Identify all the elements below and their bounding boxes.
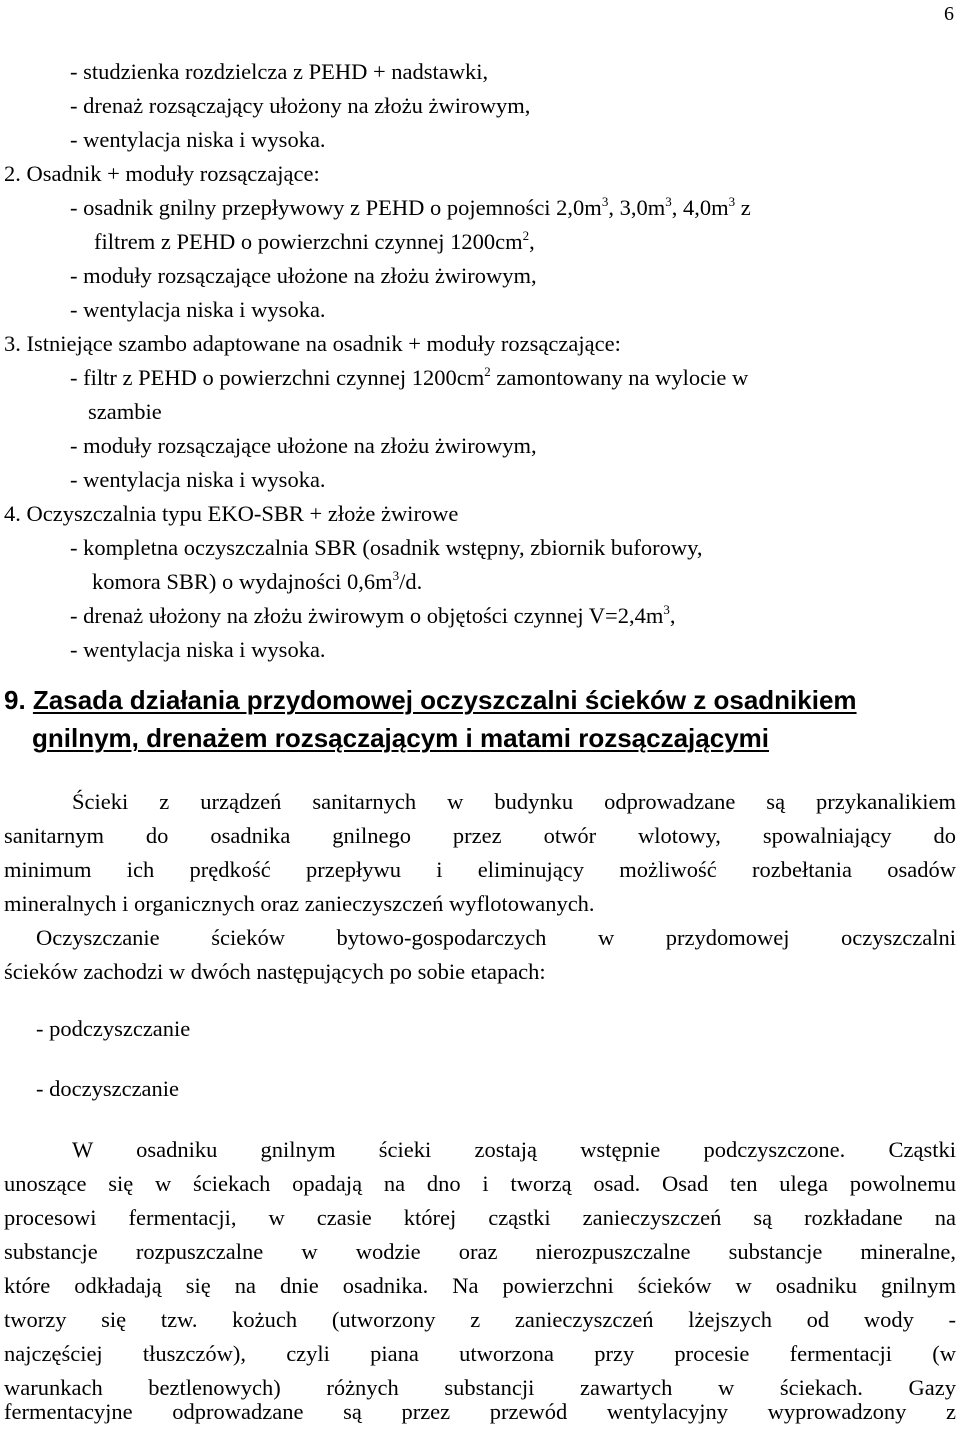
paragraph-line: unoszące się w ściekach opadają na dno i tworzą osad. Osad ten ulega powolnemu — [4, 1171, 956, 1196]
stage-item: - podczyszczanie — [36, 1016, 191, 1041]
paragraph-line: W osadniku gnilnym ścieki zostają wstępnie podczyszczone. Cząstki — [72, 1137, 956, 1162]
paragraph-line: ścieków zachodzi w dwóch następujących po sobie etapach: — [4, 959, 546, 984]
page-number: 6 — [944, 3, 954, 25]
paragraph-line: które odkładają się na dnie osadnika. Na powierzchni ścieków w osadniku gnilnym — [4, 1273, 956, 1298]
list-item-continuation: komora SBR) o wydajności $0,6m^3/d$. — [92, 568, 423, 594]
list-heading-2: 2. Osadnik + moduły rozsączające: — [4, 161, 320, 186]
list-item: - wentylacja niska i wysoka. — [70, 637, 326, 662]
list-item: - wentylacja niska i wysoka. — [70, 127, 326, 152]
section-heading-cont — [32, 718, 960, 758]
list-item: - drenaż rozsączający ułożony na złożu żwirowym, — [70, 93, 531, 118]
paragraph-line: Oczyszczanie ścieków bytowo-gospodarczych w przydomowej oczyszczalni — [36, 925, 956, 950]
paragraph-line: minimum ich prędkość przepływu i eliminujący możliwość rozbełtania osadów — [4, 857, 956, 882]
paragraph-line: mineralnych i organicznych oraz zanieczyszczeń wyflotowanych. — [4, 891, 595, 916]
list-item: - kompletna oczyszczalnia SBR (osadnik wstępny, zbiornik buforowy, — [70, 535, 703, 560]
list-item: - wentylacja niska i wysoka. — [70, 467, 326, 492]
list-item: - drenaż ułożony na złożu żwirowym o objętości czynnej $V=2,4m^3$, — [70, 602, 676, 628]
paragraph-line: substancje rozpuszczalne w wodzie oraz nierozpuszczalne substancje mineralne, — [4, 1239, 956, 1264]
section-title-line1: Zasada działania przydomowej oczyszczalni ścieków z osadnikiem — [32, 685, 857, 715]
section-number: 9. — [4, 685, 26, 715]
paragraph-line: tworzy się tzw. kożuch (utworzony z zanieczyszczeń lżejszych od wody - — [4, 1307, 956, 1332]
paragraph-line: Ścieki z urządzeń sanitarnych w budynku odprowadzane są przykanalikiem — [72, 789, 956, 814]
list-heading-4: 4. Oczyszczalnia typu EKO-SBR + złoże żwirowe — [4, 501, 459, 526]
paragraph-line: sanitarnym do osadnika gnilnego przez otwór wlotowy, spowalniający do — [4, 823, 956, 848]
paragraph-line: najczęściej tłuszczów), czyli piana utworzona przy procesie fermentacji (w — [4, 1341, 956, 1366]
section-heading — [4, 680, 956, 720]
paragraph-line: fermentacyjne odprowadzane są przez przewód wentylacyjny wyprowadzony z — [4, 1399, 956, 1424]
list-item: - studzienka rozdzielcza z PEHD + nadstawki, — [70, 59, 489, 84]
list-item-continuation: filtrem z PEHD o powierzchni czynnej $1200cm^2$, — [94, 228, 535, 254]
paragraph-line: warunkach beztlenowych) różnych substancji zawartych w ściekach. Gazy — [4, 1375, 956, 1400]
list-item: - wentylacja niska i wysoka. — [70, 297, 326, 322]
list-item-continuation: szambie — [88, 399, 162, 424]
stage-item: - doczyszczanie — [36, 1076, 180, 1101]
section-title-line2: gnilnym, drenażem rozsączającym i matami rozsączającymi — [32, 723, 770, 753]
list-item: - moduły rozsączające ułożone na złożu żwirowym, — [70, 263, 537, 288]
list-item: - moduły rozsączające ułożone na złożu żwirowym, — [70, 433, 537, 458]
list-item: - filtr z PEHD o powierzchni czynnej $1200cm^2$ zamontowany na wylocie w — [70, 364, 749, 390]
list-item: - osadnik gnilny przepływowy z PEHD o pojemności $2,0m^3$, $3,0m^3$, $4,0m^3$ z — [70, 194, 751, 220]
paragraph-line: procesowi fermentacji, w czasie której cząstki zanieczyszczeń są rozkładane na — [4, 1205, 956, 1230]
list-heading-3: 3. Istniejące szambo adaptowane na osadnik + moduły rozsączające: — [4, 331, 621, 356]
